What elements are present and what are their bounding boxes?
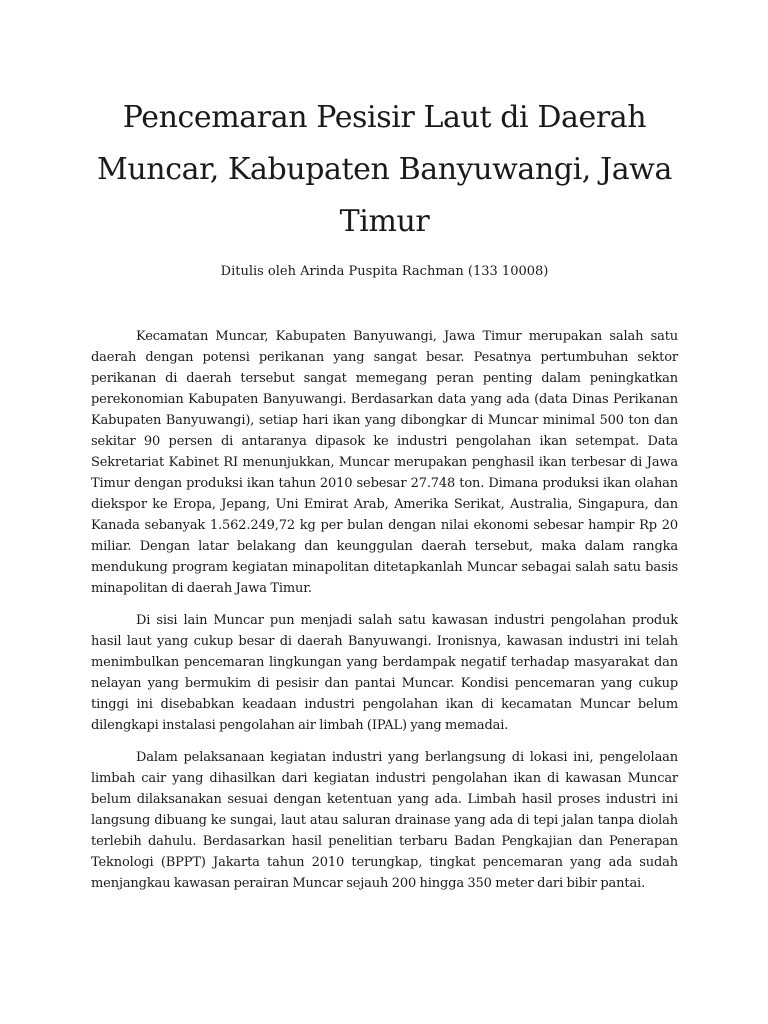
- paragraph-1: Kecamatan Muncar, Kabupaten Banyuwangi, Jawa Timur merupakan salah satu daerah dengan potensi perikanan yang sangat besar. Pesatnya pertumbuhan sektor perikanan di daerah tersebut sangat memegang peran penting dalam peningkatkan perekonomian Kabupaten Banyuwangi. Berdasarkan data yang ada (data Dinas Perikanan Kabupaten Banyuwangi), setiap hari ikan yang dibongkar di Muncar minimal 500 ton dan sekitar 90 persen di antaranya dipasok ke industri pengolahan ikan setempat. Data Sekretariat Kabinet RI menunjukkan, Muncar merupakan penghasil ikan terbesar di Jawa Timur dengan produksi ikan tahun 2010 sebesar 27.748 ton. Dimana produksi ikan olahan diekspor ke Eropa, Jepang, Uni Emirat Arab, Amerika Serikat, Australia, Singapura, dan Kanada sebanyak 1.562.249,72 kg per bulan dengan nilai ekonomi sebesar hampir Rp 20 miliar. Dengan latar belakang dan keunggulan daerah tersebut, maka dalam rangka mendukung program kegiatan minapolitan ditetapkanlah Muncar sebagai salah satu basis minapolitan di daerah Jawa Timur.: [91, 329, 678, 596]
- paragraph-3: Dalam pelaksanaan kegiatan industri yang berlangsung di lokasi ini, pengelolaan limbah cair yang dihasilkan dari kegiatan industri pengolahan ikan di kawasan Muncar belum dilaksanakan sesuai dengan ketentuan yang ada. Limbah hasil proses industri ini langsung dibuang ke sungai, laut atau saluran drainase yang ada di tepi jalan tanpa diolah terlebih dahulu. Berdasarkan hasil penelitian terbaru Badan Pengkajian dan Penerapan Teknologi (BPPT) Jakarta tahun 2010 terungkap, tingkat pencemaran yang ada sudah menjangkau kawasan perairan Muncar sejauh 200 hingga 350 meter dari bibir pantai.: [91, 750, 678, 891]
- document-title: Pencemaran Pesisir Laut di Daerah Muncar, Kabupaten Banyuwangi, Jawa Timur: [97, 100, 672, 239]
- document-body: [91, 326, 678, 894]
- paragraph-2: Di sisi lain Muncar pun menjadi salah satu kawasan industri pengolahan produk hasil laut yang cukup besar di daerah Banyuwangi. Ironisnya, kawasan industri ini telah menimbulkan pencemaran lingkungan yang berdampak negatif terhadap masyarakat dan nelayan yang bermukim di pesisir dan pantai Muncar. Kondisi pencemaran yang cukup tinggi ini disebabkan keadaan industri pengolahan ikan di kecamatan Muncar belum dilengkapi instalasi pengolahan air limbah (IPAL) yang memadai.: [91, 613, 678, 733]
- author-line: Ditulis oleh Arinda Puspita Rachman (133 10008): [220, 264, 549, 279]
